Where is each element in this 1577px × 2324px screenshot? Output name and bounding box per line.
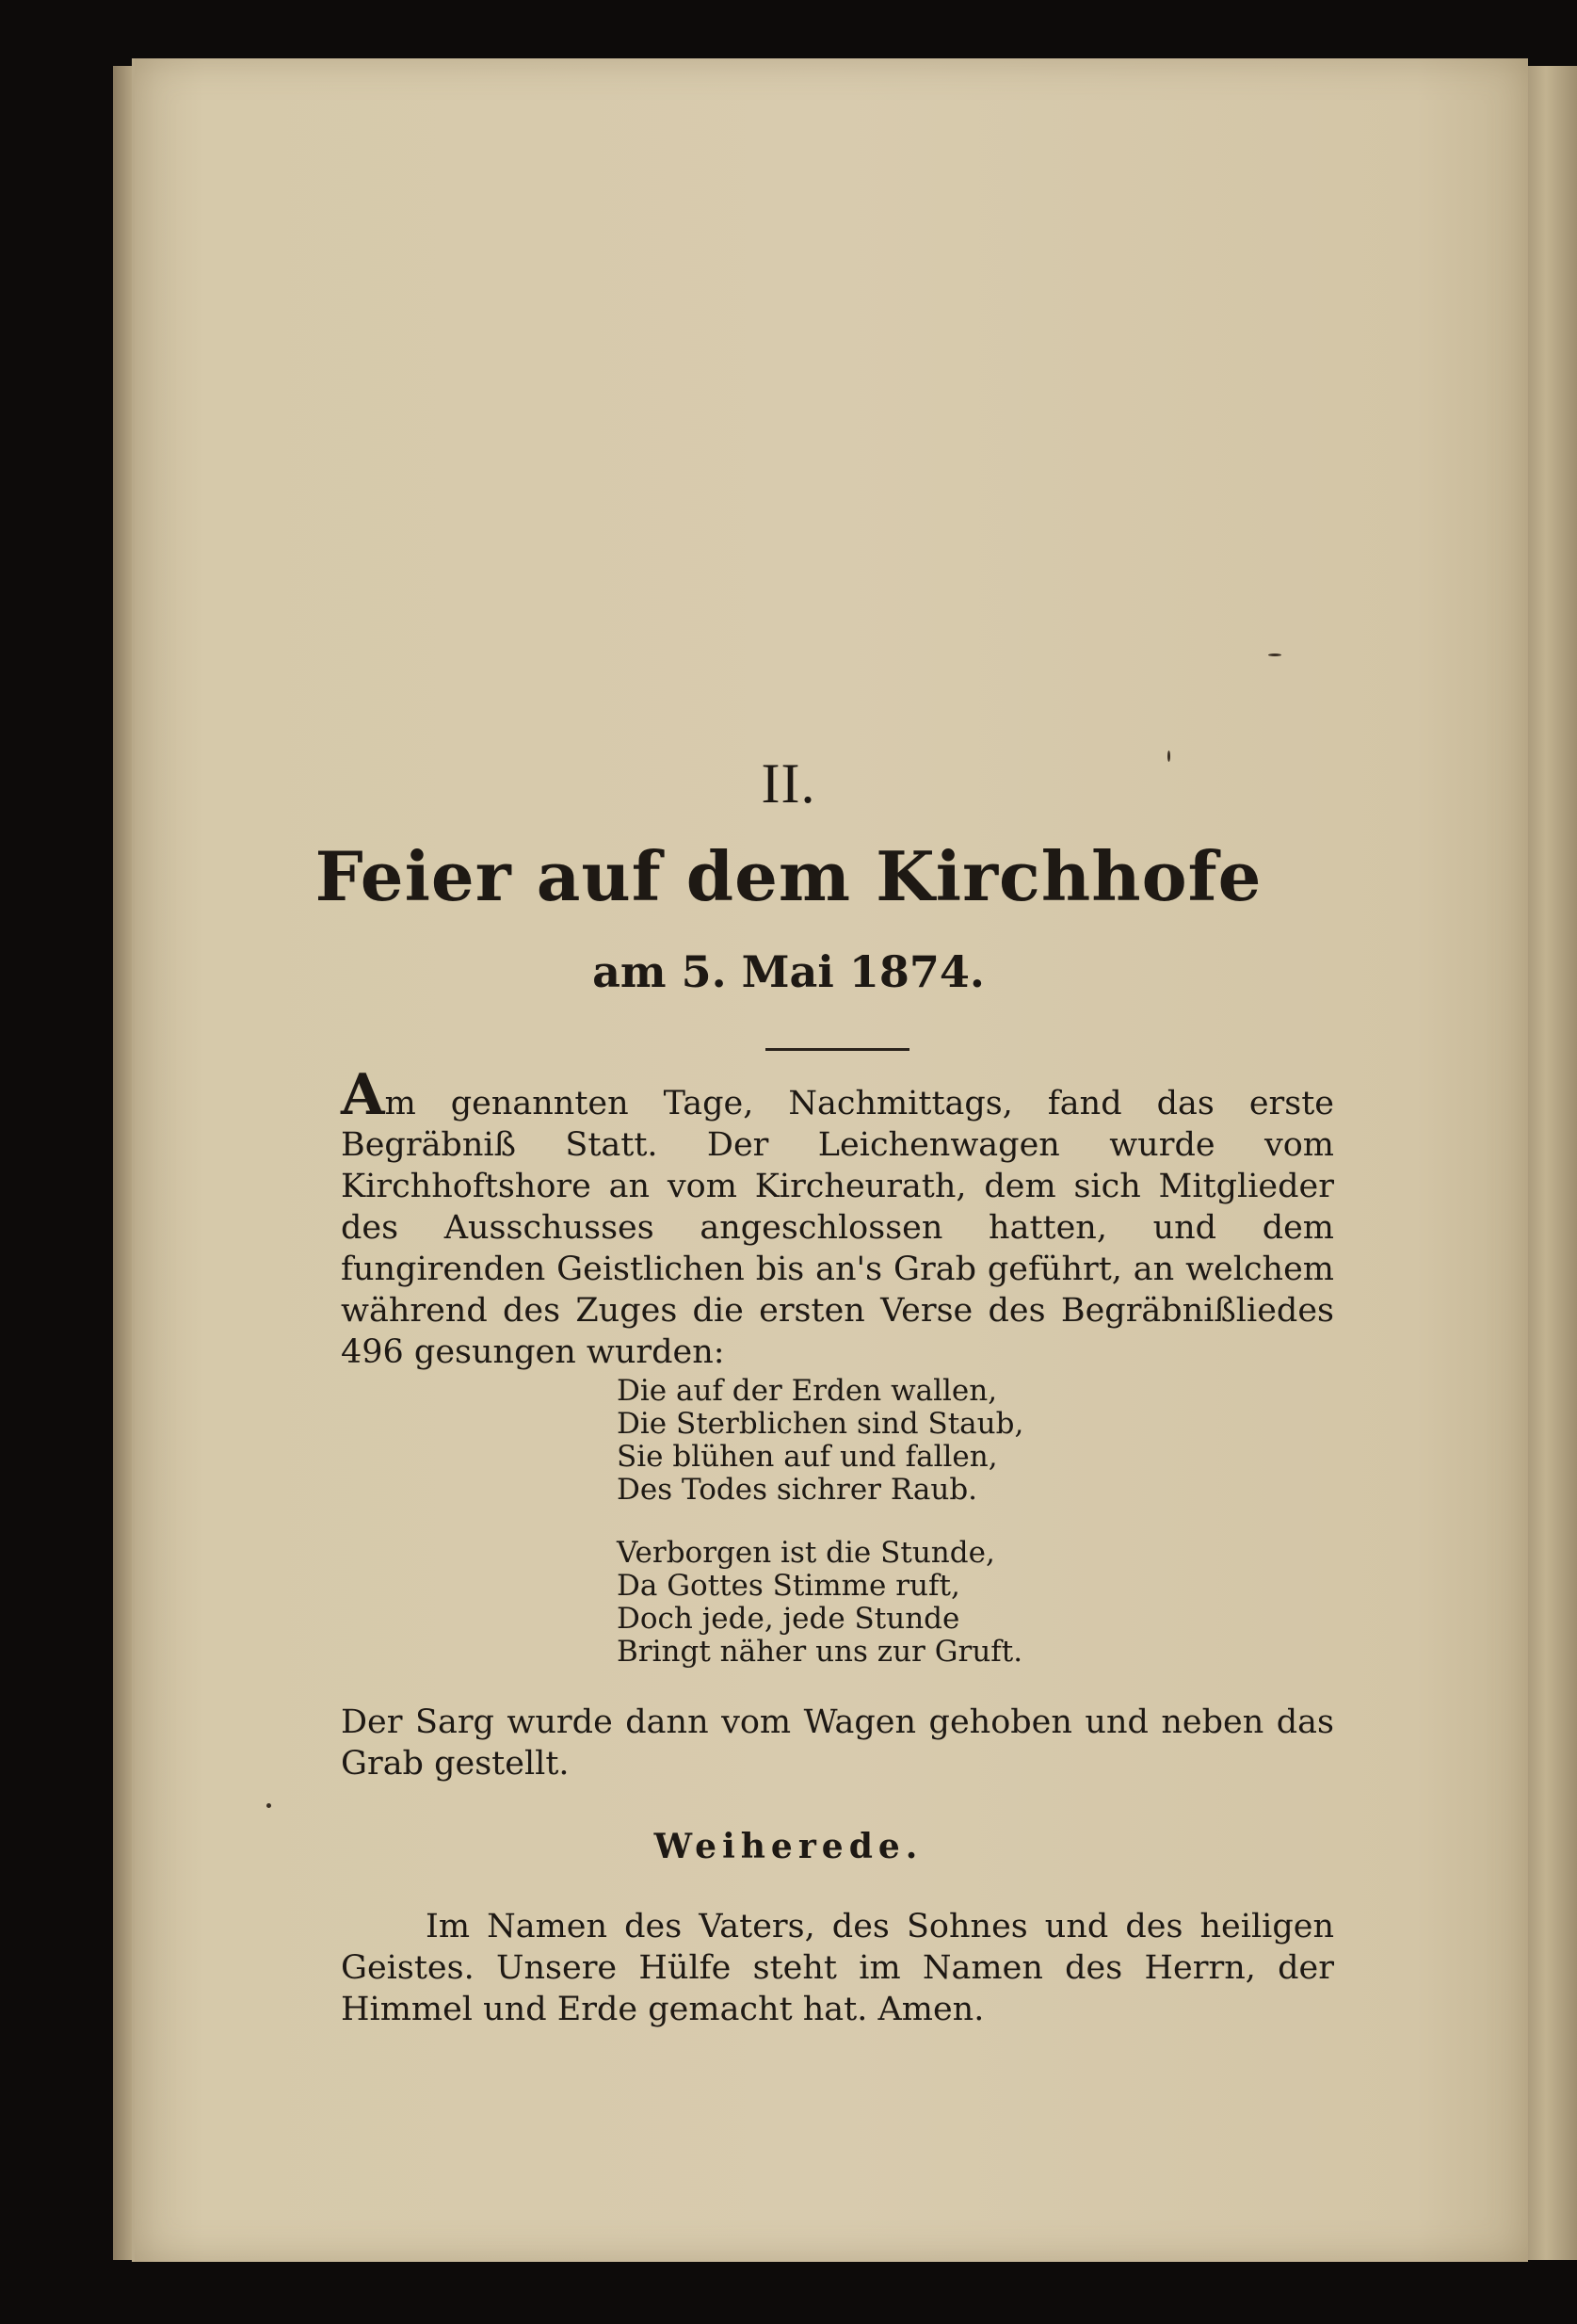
verse-line: Bringt näher uns zur Gruft. xyxy=(617,1635,1023,1669)
book-spine xyxy=(1525,66,1577,2260)
verse-line: Die Sterblichen sind Staub, xyxy=(617,1407,1024,1441)
page-edge xyxy=(113,66,132,2260)
verse-line: Des Todes sichrer Raub. xyxy=(617,1473,978,1507)
drop-cap: A xyxy=(341,1062,385,1128)
section-number: II. xyxy=(761,752,816,815)
divider-rule xyxy=(765,1048,909,1051)
paper-speck xyxy=(1167,750,1170,762)
subheading: Weiherede. xyxy=(653,1827,924,1866)
prayer-paragraph: Im Namen des Vaters, des Sohnes und des heiligen Geistes. Unsere Hülfe steht im Namen des Herrn, der Himmel und Erde gemacht hat. Amen. xyxy=(341,1908,1334,2028)
paper-speck xyxy=(1268,654,1281,656)
verse-line: Die auf der Erden wallen, xyxy=(617,1374,998,1408)
coffin-paragraph: Der Sarg wurde dann vom Wagen gehoben und neben das Grab gestellt. xyxy=(341,1703,1334,1783)
intro-text: m genannten Tage, Nachmittags, fand das erste Begräbniß Statt. Der Leichenwagen wurde vom Kirchhoftshore an vom Kircheurath, dem sich Mitglieder des Ausschusses angeschlossen hatten, und dem fungirenden Geistlichen bis an's Grab geführt, an welchem während des Zuges die ersten Verse des Begräbnißliedes 496 gesungen wurden: xyxy=(341,1085,1334,1371)
verse-line: Da Gottes Stimme ruft, xyxy=(617,1569,960,1603)
page-heading: Feier auf dem Kirchhofe xyxy=(314,836,1263,916)
hymn-verse-1 xyxy=(617,1375,1023,1507)
verse-line: Verborgen ist die Stunde, xyxy=(617,1536,995,1570)
verse-line: Doch jede, jede Stunde xyxy=(617,1602,960,1636)
intro-paragraph xyxy=(341,1062,1334,1373)
date-line: am 5. Mai 1874. xyxy=(592,946,985,997)
verse-line: Sie blühen auf und fallen, xyxy=(617,1440,998,1474)
hymn-verse-2 xyxy=(617,1537,1022,1669)
paper-speck xyxy=(266,1803,271,1808)
